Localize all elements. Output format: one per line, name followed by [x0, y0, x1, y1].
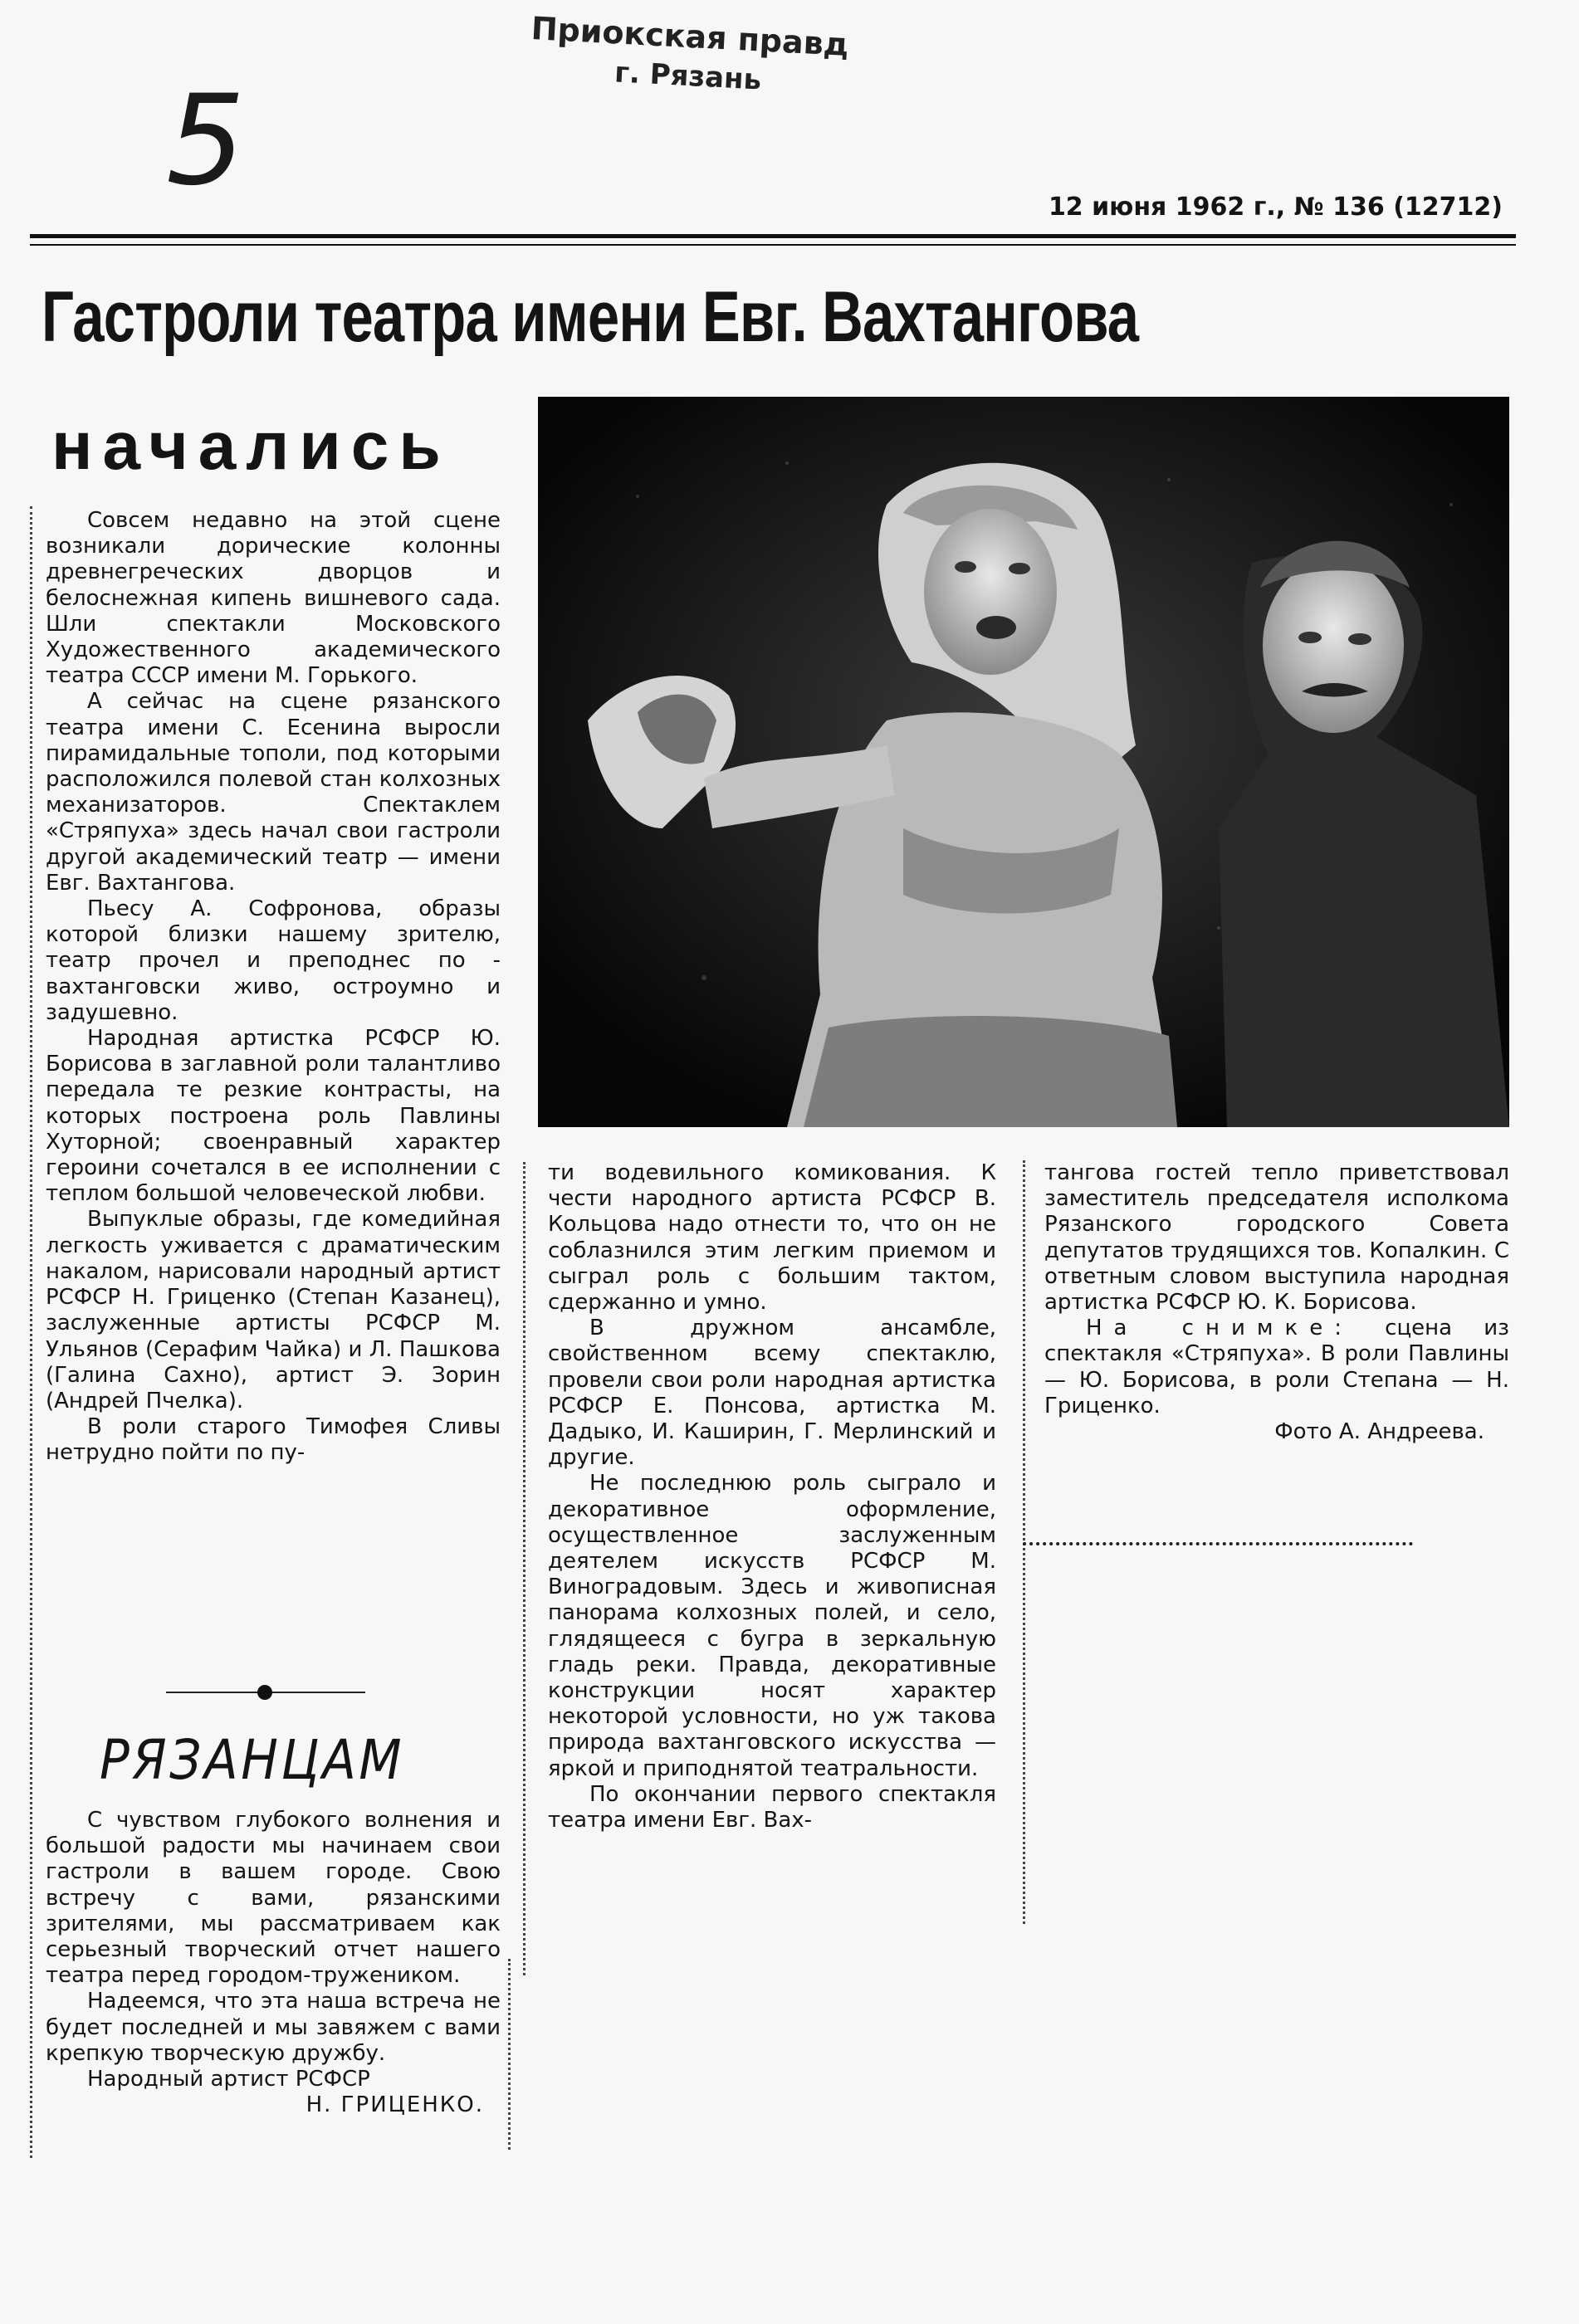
column-divider-middle — [523, 1162, 526, 1975]
letter-body — [46, 1808, 501, 2118]
header-rule-thin — [30, 244, 1516, 246]
article-paragraph: Совсем недавно на этой сцене возникали дорические колонны древнегреческих дворцов и белоснежная кипень вишневого сада. Шли спектакли Московского Художественного академического театра СССР имени М. Горького. — [46, 508, 501, 689]
stage-photo-svg — [538, 397, 1509, 1127]
photo-scene-stryapukha — [538, 397, 1509, 1127]
article-paragraph: По окончании первого спектакля театра имени Евг. Вах- — [548, 1781, 996, 1833]
article-paragraph: Пьесу А. Софронова, образы которой близки нашему зрителю, театр прочел и преподнес по - вахтанговски живо, остроумно и задушевно. — [46, 896, 501, 1025]
letter-right-border — [508, 1959, 511, 2150]
headline-line1: Гастроли театра имени Евг. Вахтангова — [42, 277, 1139, 357]
letter-paragraph: Надеемся, что эта наша встреча не будет последней и мы завяжем с вами крепкую творческую дружбу. — [46, 1989, 501, 2066]
letter-signature-name: Н. ГРИЦЕНКО. — [306, 2092, 484, 2118]
stamp-city: г. Рязань — [614, 56, 763, 97]
dateline: 12 июня 1962 г., № 136 (12712) — [1048, 193, 1503, 222]
letter-signature-title: Народный артист РСФСР — [87, 2067, 370, 2092]
article-paragraph: В роли старого Тимофея Сливы нетрудно пойти по пу- — [46, 1414, 501, 1466]
article-column-3 — [1044, 1160, 1509, 1445]
article-paragraph: тангова гостей тепло приветствовал заместитель председателя исполкома Рязанского городского Совета депутатов трудящихся тов. Копалкин. С ответным словом выступила народная артистка РСФСР Ю. К. Борисова. — [1044, 1160, 1509, 1316]
photo-caption — [1044, 1316, 1509, 1419]
letter-paragraph: С чувством глубокого волнения и большой радости мы начинаем свои гастроли в вашем городе. Свою встречу с вами, рязанскими зрителями, мы рассматриваем как серьезный творческий отчет нашего театра перед городом-тружеником. — [46, 1808, 501, 1989]
separator-dot — [257, 1685, 272, 1700]
article-column-2 — [548, 1160, 996, 1833]
article-paragraph: Народная артистка РСФСР Ю. Борисова в заглавной роли талантливо передала те резкие контрасты, на которых построена роль Павлины Хуторной; своенравный характер героини сочетался в ее исполнении с теплом большой человеческой любви. — [46, 1026, 501, 1207]
newspaper-stamp — [496, 8, 882, 103]
stamp-paper-name: Приокская правд — [530, 10, 850, 64]
caption-lead: На снимке: — [1086, 1316, 1353, 1341]
column-divider-left — [30, 506, 32, 2158]
article-paragraph: Не последнюю роль сыграло и декоративное оформление, осуществленное заслуженным деятелем искусств РСФСР М. Виноградовым. Здесь и живописная панорама колхозных полей, и село, глядящееся с бугра в зеркальную гладь реки. Правда, декоративные конструкции носят характер некоторой условности, но уж такова природа вахтанговского искусства — яркой и приподнятой театральности. — [548, 1471, 996, 1781]
column-3-bottom-rule — [1023, 1542, 1413, 1545]
article-paragraph: В дружном ансамбле, свойственном всему спектаклю, провели свои роли народная артистка РСФСР Е. Понсова, артистка М. Дадыко, И. Каширин, Г. Мерлинский и другие. — [548, 1316, 996, 1471]
article-column-1 — [46, 508, 501, 1467]
photo-credit: Фото А. Андреева. — [1274, 1419, 1484, 1445]
header-rule-thick — [30, 234, 1516, 238]
letter-title: РЯЗАНЦАМ — [100, 1728, 405, 1792]
caption-text: сцена из спектакля «Стряпуха». В роли Павлины — Ю. Борисова, в роли Степана — Н. Гриценко. — [1044, 1316, 1509, 1418]
article-paragraph: А сейчас на сцене рязанского театра имени С. Есенина выросли пирамидальные тополи, под которыми расположился полевой стан колхозных механизаторов. Спектаклем «Стряпуха» здесь начал свои гастроли другой академический театр — имени Евг. Вахтангова. — [46, 689, 501, 896]
handwritten-page-number: 5 — [166, 69, 246, 213]
article-paragraph: Выпуклые образы, где комедийная легкость уживается с драматическим накалом, нарисовали народный артист РСФСР Н. Гриценко (Степан Казанец), заслуженные артисты РСФСР М. Ульянов (Серафим Чайка) и Л. Пашкова (Галина Сахно), артист Э. Зорин (Андрей Пчелка). — [46, 1207, 501, 1413]
article-paragraph: ти водевильного комикования. К чести народного артиста РСФСР В. Кольцова надо отнести то, что он не соблазнился этим легким приемом и сыграл роль с большим тактом, сдержанно и умно. — [548, 1160, 996, 1316]
headline-line2: начались — [51, 408, 451, 484]
